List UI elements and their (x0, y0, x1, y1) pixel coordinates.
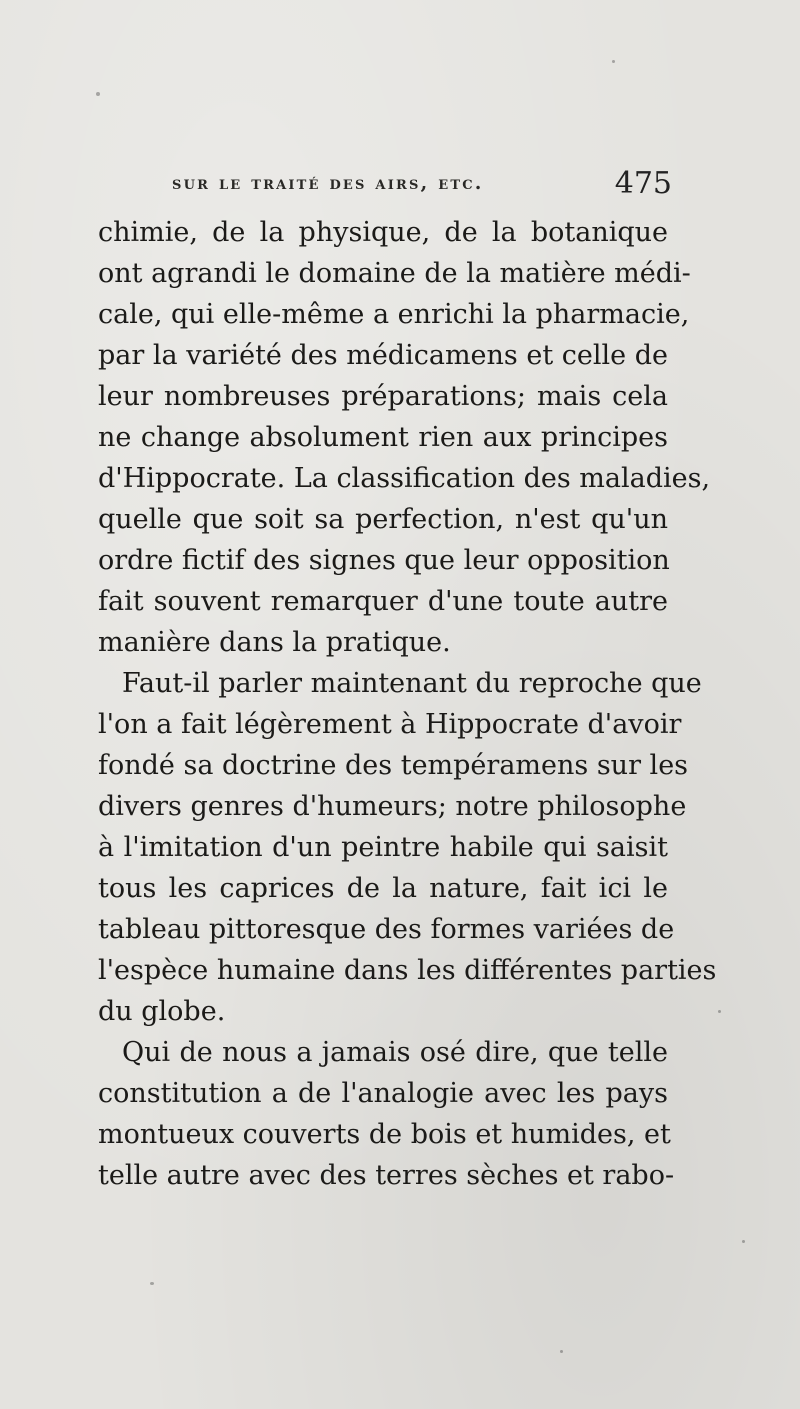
text-line: du globe. (98, 996, 226, 1027)
text-line: leur nombreuses préparations; mais cela (98, 381, 668, 412)
text-line: d'Hippocrate. La classification des maladies, (98, 463, 711, 494)
paper-speck (560, 1350, 563, 1353)
text-line: par la variété des médicamens et celle de (98, 340, 668, 371)
text-line: manière dans la pratique. (98, 627, 451, 658)
page-number: 475 (614, 166, 672, 201)
running-head (172, 166, 672, 202)
text-line: cale, qui elle-même a enrichi la pharmacie, (98, 299, 690, 330)
text-line: l'espèce humaine dans les différentes parties (98, 955, 717, 986)
text-line: ont agrandi le domaine de la matière médi- (98, 258, 691, 289)
text-line: constitution a de l'analogie avec les pays (98, 1078, 668, 1109)
text-line: fait souvent remarquer d'une toute autre (98, 586, 668, 617)
text-line: tableau pittoresque des formes variées de (98, 914, 675, 945)
text-line: ne change absolument rien aux principes (98, 422, 668, 453)
text-line: tous les caprices de la nature, fait ici le (98, 873, 668, 904)
paper-speck (742, 1240, 745, 1243)
text-line: quelle que soit sa perfection, n'est qu'un (98, 504, 668, 535)
paper-speck (718, 1010, 721, 1013)
text-line: à l'imitation d'un peintre habile qui saisit (98, 832, 668, 863)
text-line: montueux couverts de bois et humides, et (98, 1119, 671, 1150)
running-title: sur le traité des airs, etc. (172, 172, 484, 194)
body-text (98, 212, 717, 1196)
text-line: Faut-il parler maintenant du reproche que (122, 668, 702, 699)
text-line: fondé sa doctrine des tempéramens sur les (98, 750, 689, 781)
text-line: chimie, de la physique, de la botanique (98, 217, 668, 248)
text-line: ordre fictif des signes que leur opposition (98, 545, 670, 576)
text-line: telle autre avec des terres sèches et rabo- (98, 1160, 675, 1191)
text-line: divers genres d'humeurs; notre philosophe (98, 791, 687, 822)
paper-speck (150, 1282, 154, 1285)
text-line: l'on a fait légèrement à Hippocrate d'avoir (98, 709, 682, 740)
text-line: Qui de nous a jamais osé dire, que telle (122, 1037, 668, 1068)
paper-speck (96, 92, 100, 96)
paper-speck (612, 60, 615, 63)
